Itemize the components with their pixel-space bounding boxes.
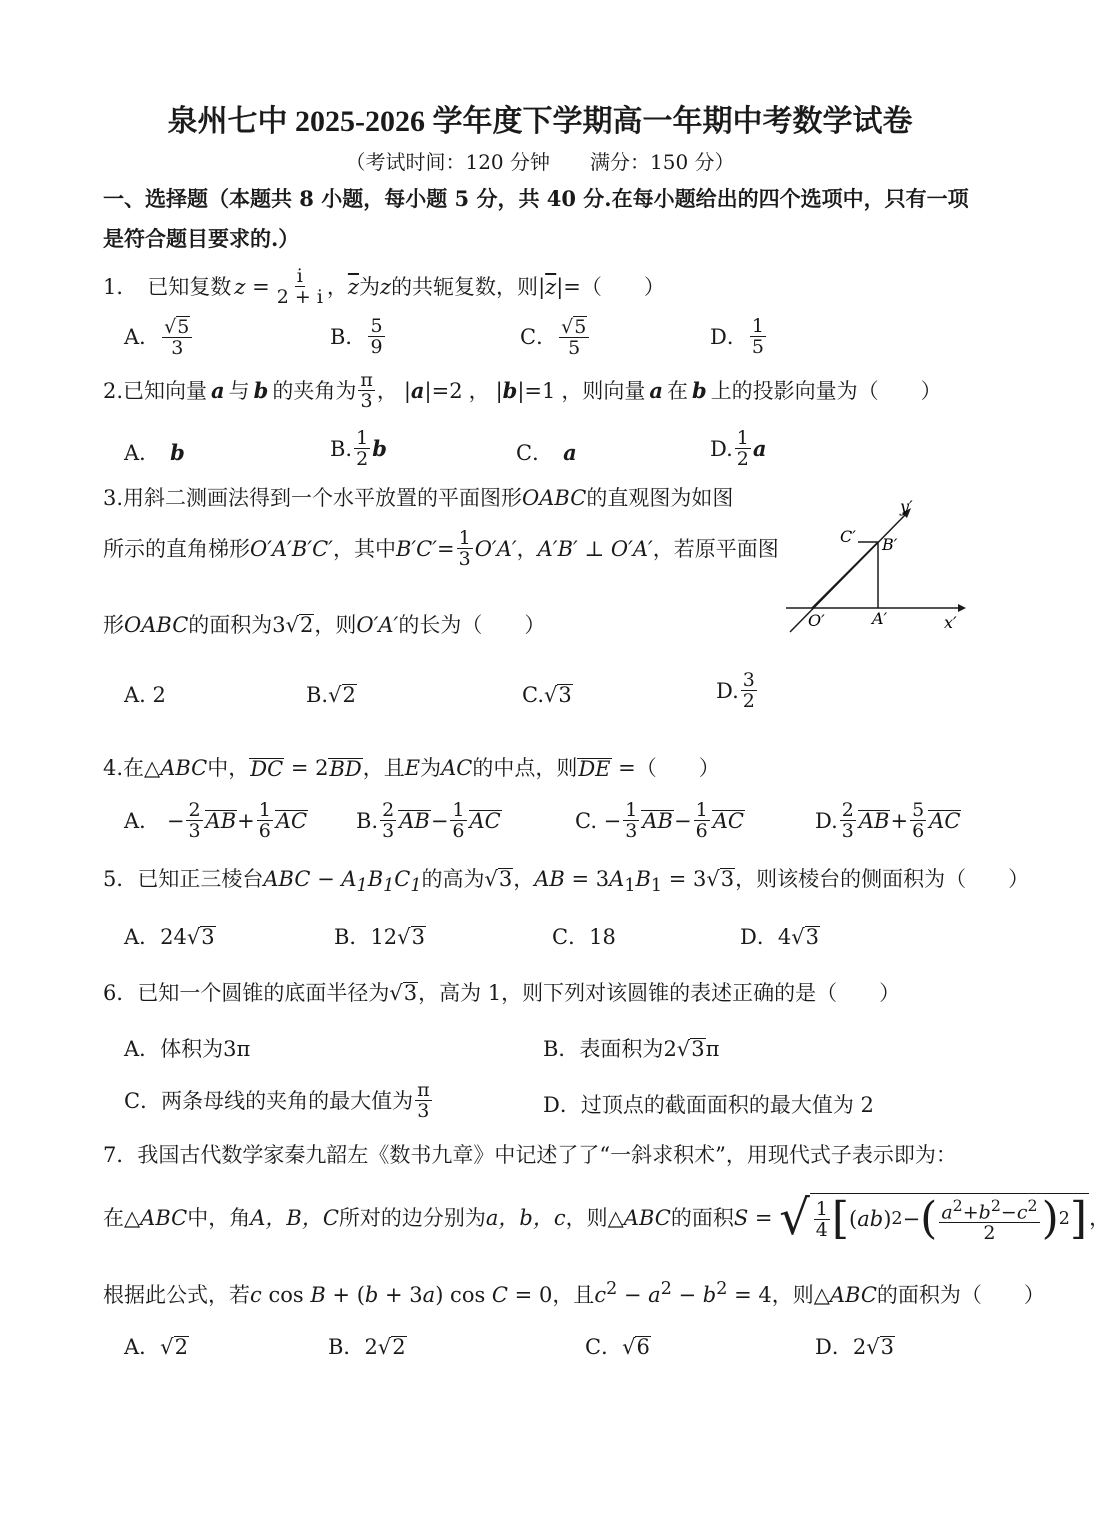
- q3-b-value: √2: [328, 683, 356, 707]
- q2-d-frac: 1 2: [736, 427, 749, 470]
- q3-text-2c: ，若原平面图: [652, 536, 779, 561]
- q7-abc-3: ABC: [829, 1283, 877, 1307]
- section-heading-cont: 是符合题目要求的.）: [103, 226, 300, 251]
- q1-b-value: 5 9: [370, 315, 383, 358]
- q3-text-3b: 的面积为: [188, 613, 273, 637]
- sqrt: √3: [791, 925, 819, 949]
- q5-a-value: 24: [160, 925, 187, 949]
- q5-b-value: 12: [370, 925, 398, 949]
- option-label: B.: [356, 808, 379, 833]
- q3-d-value: 3 2: [742, 669, 755, 712]
- q7-option-b: [328, 1334, 407, 1360]
- q3-oabc-2: OABC: [124, 613, 189, 637]
- q2-option-d: [710, 428, 766, 469]
- question-3-line-3: [103, 612, 545, 638]
- question-4: 4.在△ ABC 中， DC = 2 BD ，且 E 为 AC 的中点，则 DE = （ ）: [103, 756, 720, 781]
- vec-ac: AC: [469, 809, 501, 833]
- q3-option-a: A. 2: [124, 683, 166, 707]
- q3-option-b: [306, 682, 357, 708]
- vec-ac: AC: [275, 809, 308, 833]
- option-label: B.: [330, 436, 353, 461]
- exam-info: （考试时间：120 分钟 满分：150 分）: [345, 150, 735, 174]
- q1-d-value: 1 5: [751, 315, 764, 358]
- option-label: A．: [124, 808, 161, 833]
- q2-text-2: 与: [228, 378, 250, 403]
- option-label: A．: [124, 325, 161, 349]
- option-label: A．: [124, 441, 161, 465]
- option-label: D．: [710, 324, 748, 349]
- q4-text: 4.在△: [103, 756, 161, 780]
- q5-option-d: [740, 924, 820, 950]
- option-label: D.: [710, 436, 733, 461]
- q7-abc-2: ABC: [623, 1206, 671, 1230]
- question-7: 7．我国古代数学家秦九韶左《数书九章》中记述了了“一斜求积术”，用现代式子表示即为：: [103, 1143, 957, 1167]
- question-6: [103, 980, 900, 1006]
- q3-frac: $\frac{1}{3}$: [458, 527, 471, 570]
- q7-formula: S = √ 1 4 [ ( ab ) 2 − ( $a^2+b^2-c^2$ 2 ) 2 ] ，: [733, 1189, 1110, 1246]
- label-y: y′: [900, 497, 913, 516]
- q7-angles: A，B，C: [250, 1206, 339, 1230]
- q5-option-c: [552, 924, 616, 950]
- q3-area: 3√2: [272, 613, 314, 637]
- q3-c-value: √3: [544, 683, 572, 707]
- label-c: C′: [840, 527, 856, 546]
- q2-text-4: ，: [376, 378, 398, 403]
- q1-option-c: [520, 316, 591, 358]
- vec-ac: AC: [712, 809, 744, 833]
- q7-text-3b: ，且: [552, 1283, 595, 1307]
- q5-option-b: [334, 924, 426, 950]
- q1-c-value: √5 5: [559, 316, 589, 358]
- option-label: D.: [716, 678, 739, 703]
- q1-zbar: $\overline{z}$: [347, 274, 359, 299]
- q4-text-4: 为: [420, 756, 442, 780]
- q4-e: E: [404, 756, 421, 780]
- q5-frustum: ABC − $A_1B_1C_1$: [263, 867, 422, 897]
- option-label: D．: [815, 1335, 853, 1359]
- q4-text-6: （ ）: [635, 756, 720, 780]
- q1-blank: （ ）: [580, 274, 665, 299]
- q1-option-a: [124, 316, 194, 358]
- option-label: D.: [815, 808, 838, 833]
- q7-d-value: 2√3: [852, 1335, 894, 1359]
- q2-text-5: ，: [468, 378, 490, 403]
- edge-ob: [812, 542, 878, 608]
- q3-oabc: OABC: [522, 486, 587, 510]
- frac: $\frac{2}{3}$: [188, 799, 201, 842]
- q2-vec-a2: a: [649, 377, 663, 403]
- vec-ab: AB: [399, 809, 430, 833]
- question-7-line-2: [103, 1182, 1110, 1254]
- frac: $\frac{1}{3}$: [625, 799, 638, 842]
- q5-text: 5．已知正三棱台: [103, 867, 264, 891]
- q7-text-2c: 所对的边分别为: [338, 1206, 486, 1230]
- q7-c-value: √6: [622, 1335, 650, 1359]
- q5-option-a: [124, 924, 216, 950]
- q4-text-5: 的中点，则: [472, 756, 578, 780]
- q5-text-2: 的高为: [421, 867, 485, 891]
- q7-text-2e: 的面积: [670, 1206, 734, 1230]
- q6-option-d: D．过顶点的截面面积的最大值为 2: [543, 1093, 874, 1117]
- q1-text-2: ，: [326, 274, 348, 299]
- option-label: B．: [330, 324, 367, 349]
- vec-ab: AB: [858, 809, 890, 833]
- q4-text-2: 中，: [207, 756, 250, 780]
- q7-option-a: [124, 1334, 189, 1360]
- q1-text-4: 的共轭复数，则: [391, 274, 539, 299]
- label-b: B′: [882, 535, 898, 554]
- option-label: C．: [516, 441, 554, 465]
- q6-option-a: [124, 1036, 250, 1062]
- q6-radius: √3: [389, 981, 418, 1005]
- q4-abc: ABC: [160, 756, 208, 780]
- question-7-line-3: [103, 1276, 1045, 1308]
- option-label: B．表面积为: [543, 1037, 664, 1061]
- q2-text-7: 在: [667, 378, 688, 403]
- label-x: x′: [944, 613, 957, 632]
- q2-d-vec: a: [752, 435, 767, 461]
- sqrt: √3: [186, 925, 215, 949]
- option-label: C．: [520, 325, 558, 349]
- q5-c-value: 18: [589, 925, 616, 949]
- question-3: [103, 485, 733, 511]
- q7-option-c: [585, 1334, 651, 1360]
- q1-z: z: [379, 274, 392, 299]
- q7-text-3c: ，则△: [771, 1283, 830, 1307]
- q3-trapezoid: O′A′B′C′: [250, 536, 333, 561]
- option-label: B．: [334, 925, 371, 949]
- frac: $\frac{1}{6}$: [258, 799, 271, 842]
- option-label: C．: [585, 1335, 623, 1359]
- q3-text-3a: 形: [103, 613, 124, 637]
- q4-option-c: C. − $\frac{1}{3}$ AB − $\frac{1}{6}$ AC: [575, 799, 744, 842]
- q7-abc: ABC: [140, 1206, 188, 1230]
- q4-ac: AC: [441, 756, 473, 780]
- q2-a-value: b: [170, 440, 185, 465]
- option-label: A．: [124, 1335, 161, 1359]
- q1-option-b: [330, 316, 387, 357]
- frac: 2 3: [841, 799, 854, 842]
- vec-ab: AB: [205, 809, 237, 833]
- q2-option-c: [516, 440, 577, 466]
- option-label: D．: [740, 925, 778, 949]
- q2-vec-b: b: [253, 377, 269, 403]
- frac: 2 3: [382, 799, 395, 842]
- q3-oa: O′A′: [474, 536, 517, 561]
- q2-option-a: [124, 440, 185, 466]
- option-label: C.: [575, 808, 597, 833]
- q6-b-value: 2√3π: [663, 1037, 720, 1061]
- frac: $\frac{5}{6}$: [912, 799, 925, 842]
- q7-text-2d: ，则△: [565, 1206, 624, 1230]
- q3-text: 3.用斜二测画法得到一个水平放置的平面图形: [103, 486, 523, 510]
- q6-text-2: ，高为 1，则下列对该圆锥的表述正确的是（ ）: [418, 981, 901, 1005]
- q7-text-2a: 在△: [103, 1206, 141, 1230]
- q3-option-c: [522, 682, 573, 708]
- q4-vec-de: DE: [578, 756, 611, 781]
- section-heading: 一、选择题（本题共 8 小题，每小题 5 分，共 40 分.在每小题给出的四个选项中，只有一项: [103, 186, 969, 211]
- q2-text-8: 上的投影向量为（ ）: [710, 378, 942, 403]
- option-label: A．体积为: [124, 1037, 224, 1061]
- q7-option-d: [815, 1334, 895, 1360]
- q2-angle: π 3: [360, 369, 373, 412]
- q4-vec-dc: DC: [250, 756, 284, 781]
- q4-option-d: D. 2 3 AB + $\frac{5}{6}$ AC: [815, 799, 961, 842]
- q2-text-3: 的夹角为: [272, 378, 357, 403]
- q3-oa-2: O′A′: [356, 613, 399, 637]
- q7-sides: a，b，c: [485, 1206, 566, 1230]
- q5-text-3: ，: [513, 867, 535, 891]
- q2-option-b: [330, 428, 387, 469]
- q3-perp: A′B′ ⊥ O′A′: [537, 536, 653, 561]
- option-label: B．: [328, 1335, 365, 1359]
- x-axis-arrow: [958, 604, 966, 612]
- q2-vec-a: a: [211, 377, 225, 403]
- q6-text: 6．已知一个圆锥的底面半径为: [103, 981, 390, 1005]
- q4-vec-bd: BD: [329, 756, 362, 781]
- q7-equation: $c^2 - a^2 - b^2 = 4$: [594, 1279, 772, 1307]
- q3-option-d: [716, 670, 759, 711]
- q3-figure: [780, 490, 970, 640]
- question-5: [103, 866, 1029, 899]
- q5-d-value: 4: [777, 925, 792, 949]
- q1-number: 1．: [103, 274, 138, 299]
- q2-b-frac: 1 2: [356, 427, 369, 470]
- question-2: [103, 370, 942, 411]
- q1-a-value: √5 3: [162, 316, 192, 358]
- q2-norm-a: |a|=2: [403, 377, 463, 403]
- option-label: C.: [522, 683, 544, 707]
- frac: $\frac{1}{6}$: [695, 799, 708, 842]
- q1-formula-z: z =: [234, 274, 270, 299]
- q2-vec-b2: b: [692, 377, 707, 403]
- q2-c-value: a: [563, 440, 577, 465]
- label-o: O′: [808, 611, 825, 630]
- q2-b-vec: b: [372, 435, 387, 461]
- q7-text-3a: 根据此公式，若: [103, 1283, 250, 1307]
- q3-text-2a: 所示的直角梯形: [103, 536, 250, 561]
- q2-text-6: ，则向量: [561, 378, 646, 403]
- q6-option-c: [124, 1080, 434, 1121]
- q2-text: 2.已知向量: [103, 378, 208, 403]
- label-a: A′: [872, 609, 888, 628]
- q6-option-b: [543, 1036, 719, 1062]
- q1-option-d: [710, 316, 768, 357]
- q7-text-2b: 中，角: [187, 1206, 251, 1230]
- q1-fraction: $\frac{i}{2 + i}$: [276, 265, 323, 308]
- q4-text-3: ，且: [362, 756, 405, 780]
- q7-a-value: √2: [160, 1335, 188, 1359]
- question-3-line-2: 所示的直角梯形 O′A′B′C′ ，其中 B′C′ = $\frac{1}{3}$ O′A′ ， A′B′ ⊥ O′A′ ，若原平面图: [103, 527, 779, 570]
- vec-ab: AB: [642, 809, 673, 833]
- q7-condition: c cos B + (b + 3a) cos C = 0: [250, 1283, 553, 1307]
- q1-abs: $|\overline{z}|=$: [538, 274, 581, 299]
- option-label: A．: [124, 925, 161, 949]
- vec-ac: AC: [929, 809, 961, 833]
- q3-bc: B′C′: [395, 536, 438, 561]
- option-label: C．: [552, 925, 590, 949]
- q7-b-value: 2√2: [364, 1335, 406, 1359]
- q6-c-value: π 3: [417, 1079, 430, 1122]
- q2-norm-b: |b|=1: [495, 377, 556, 403]
- q4-option-a: A． − $\frac{2}{3}$ AB + $\frac{1}{6}$ AC: [124, 799, 308, 842]
- q3-text-3d: 的长为（ ）: [398, 613, 546, 637]
- q4-option-b: B. 2 3 AB − $\frac{1}{6}$ AC: [356, 799, 501, 842]
- q7-text-3d: 的面积为（ ）: [876, 1283, 1045, 1307]
- q1-text: 已知复数: [147, 274, 232, 299]
- question-1: [103, 266, 665, 307]
- q3-text-b: 的直观图为如图: [586, 486, 734, 510]
- option-label: B.: [306, 683, 329, 707]
- page-title: 泉州七中 2025-2026 学年度下学期高一年期中考数学试卷: [167, 105, 913, 138]
- q3-text-2b: ，其中: [332, 536, 396, 561]
- q5-relation: AB = $3A_1B_1 = 3√3$: [534, 867, 735, 897]
- q5-text-4: ，则该棱台的侧面积为（ ）: [735, 867, 1030, 891]
- frac: $\frac{1}{6}$: [452, 799, 465, 842]
- q3-text-3c: ，则: [314, 613, 357, 637]
- q1-text-3: 为: [358, 274, 380, 299]
- sqrt: √3: [397, 925, 425, 949]
- option-label: C．两条母线的夹角的最大值为: [124, 1088, 414, 1113]
- q6-a-value: 3π: [223, 1037, 251, 1061]
- q5-height: √3: [484, 867, 513, 891]
